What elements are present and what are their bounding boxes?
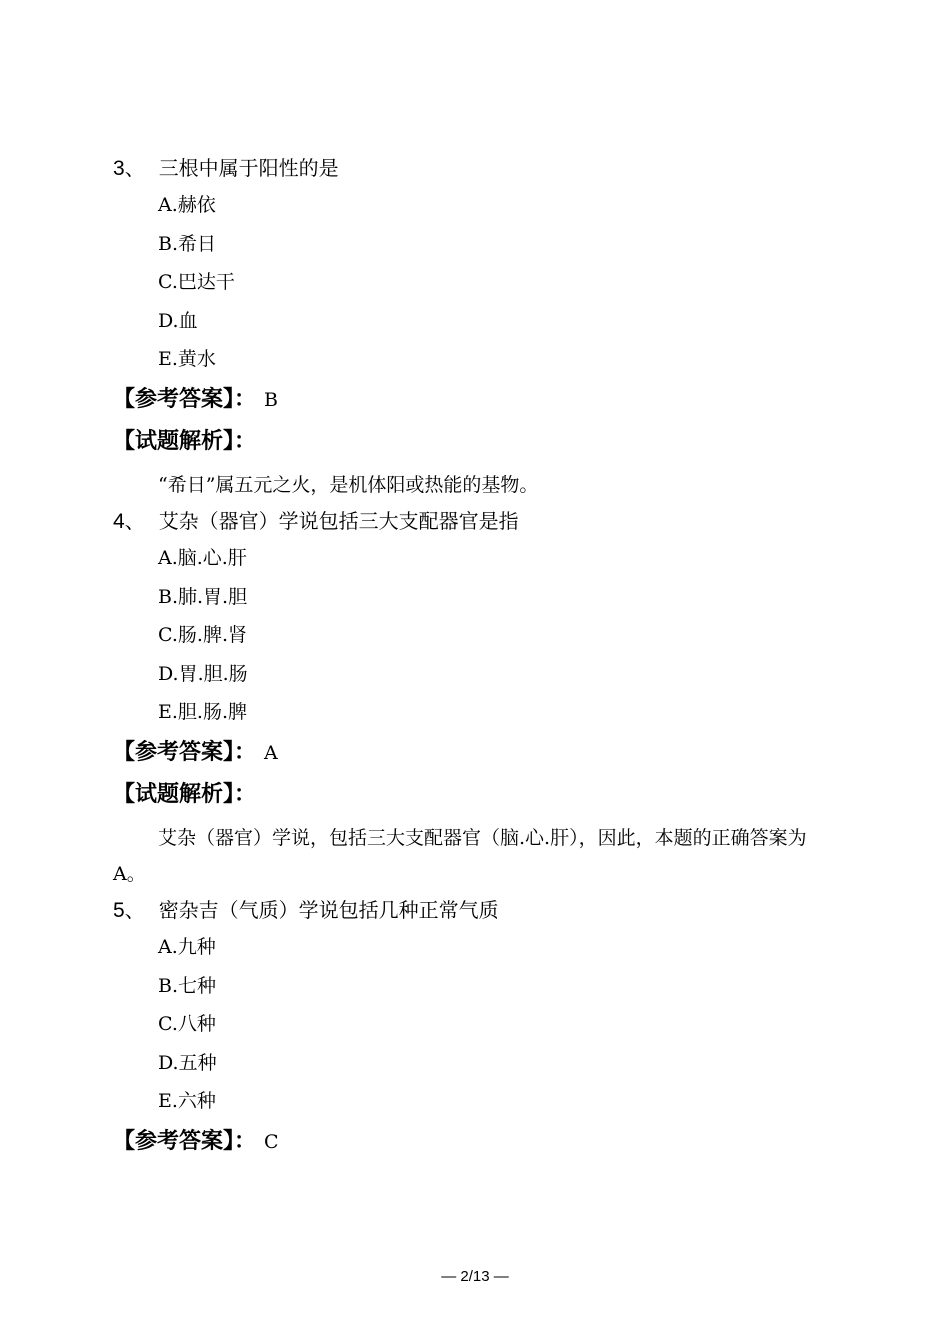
option-d: D.胃.胆.肠 <box>158 662 248 685</box>
option-c: C.肠.脾.肾 <box>158 624 247 647</box>
option-a: A.赫依 <box>158 194 216 216</box>
question-text: 密杂吉（气质）学说包括几种正常气质 <box>158 897 499 922</box>
question-separator: 、 <box>124 897 145 922</box>
question-text: 三根中属于阳性的是 <box>158 156 339 180</box>
answer-line <box>113 1121 833 1163</box>
analysis-label: 【试题解析】： <box>113 781 257 807</box>
question-stem <box>113 150 833 186</box>
option-b: B.肺.胃.胆 <box>158 585 248 608</box>
question-3 <box>113 150 833 503</box>
answer-value: B <box>264 388 278 411</box>
option-a: A.九种 <box>158 935 216 958</box>
option-d: D.血 <box>158 309 198 332</box>
page-number: — 2/13 — <box>441 1268 509 1285</box>
option-e: E.胆.肠.脾 <box>158 701 247 724</box>
question-separator: 、 <box>124 508 145 533</box>
question-number: 4 <box>113 509 125 533</box>
question-text: 艾杂（器官）学说包括三大支配器官是指 <box>158 508 519 533</box>
option-c: C.巴达干 <box>158 271 235 294</box>
question-stem <box>113 503 833 539</box>
answer-value: C <box>264 1130 279 1153</box>
question-separator: 、 <box>124 156 145 180</box>
analysis-line <box>113 421 833 463</box>
question-5 <box>113 892 833 1163</box>
option-b: B.七种 <box>158 974 217 997</box>
question-number: 5 <box>113 898 125 922</box>
analysis-text: 艾杂（器官）学说，包括三大支配器官（脑.心.肝），因此，本题的正确答案为A。 <box>113 826 807 885</box>
question-number: 3 <box>113 157 125 180</box>
question-stem <box>113 892 833 928</box>
answer-label: 【参考答案】： <box>113 1128 257 1154</box>
option-b: B.希日 <box>158 232 217 255</box>
option-c: C.八种 <box>158 1013 216 1036</box>
option-d: D.五种 <box>158 1051 217 1074</box>
answer-value: A <box>264 741 278 764</box>
analysis-label: 【试题解析】： <box>113 428 257 454</box>
analysis-line <box>113 774 833 816</box>
analysis-text: “希日”属五元之火，是机体阳或热能的基物。 <box>158 473 539 496</box>
answer-label: 【参考答案】： <box>113 739 257 765</box>
answer-line <box>113 379 833 421</box>
option-a: A.脑.心.肝 <box>158 546 247 569</box>
option-e: E.黄水 <box>158 348 216 371</box>
page-content <box>113 150 833 1163</box>
answer-label: 【参考答案】： <box>113 386 257 412</box>
question-4 <box>113 503 833 892</box>
option-e: E.六种 <box>158 1090 216 1113</box>
answer-line <box>113 732 833 774</box>
